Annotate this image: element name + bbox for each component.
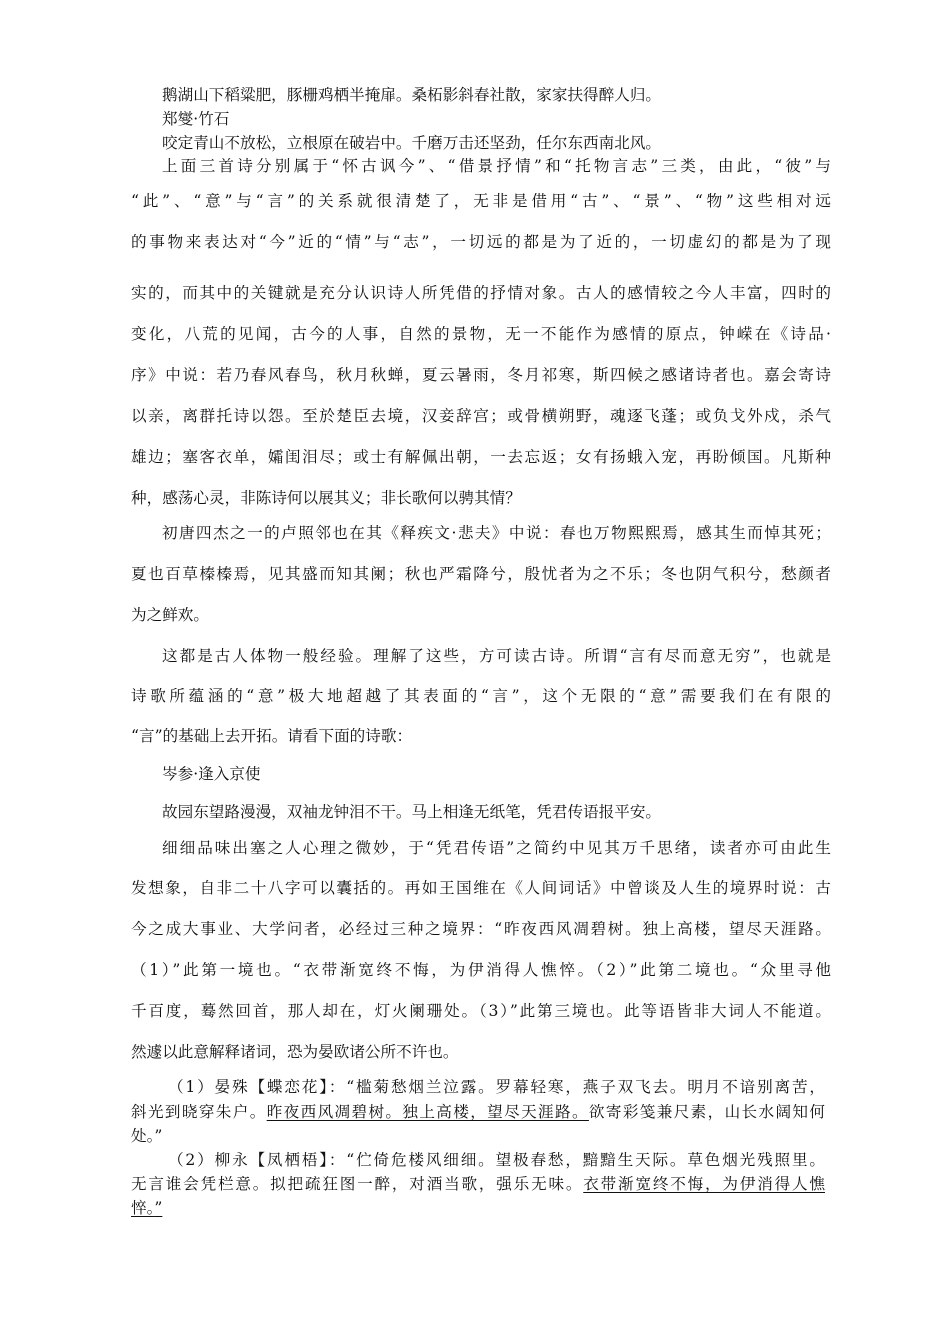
footnote-line: （2）柳永【凤栖梧】：“伫倚危楼风细细。望极春愁，黯黯生天际。草色烟光残照里。 (168, 1151, 825, 1169)
poem-line: 故园东望路漫漫，双袖龙钟泪不干。马上相逢无纸笔，凭君传语报平安。 (162, 803, 662, 821)
footnote-line: 处。” (131, 1127, 163, 1145)
paragraph-line: 序》中说：若乃春风春鸟，秋月秋蝉，夏云暑雨，冬月祁寒，斯四候之感诸诗者也。嘉会寄诗 (131, 366, 831, 384)
poem-title: 岑参·逢入京使 (162, 765, 261, 783)
paragraph-line: 千百度，蓦然回首，那人却在，灯火阑珊处。（3）”此第三境也。此等语皆非大词人不能道。 (131, 1002, 831, 1020)
poem-title: 郑燮·竹石 (162, 110, 230, 128)
paragraph-line: 然遽以此意解释诸词，恐为晏欧诸公所不许也。 (131, 1043, 459, 1061)
paragraph-line: “言”的基础上去开拓。请看下面的诗歌： (131, 727, 413, 745)
paragraph-line: （1）”此第一境也。“衣带渐宽终不悔，为伊消得人憔悴。（2）”此第二境也。“众里寻他 (131, 961, 831, 979)
paragraph-line: 诗歌所蕴涵的“意”极大地超越了其表面的“言”，这个无限的“意”需要我们在有限的 (131, 687, 831, 705)
paragraph-line: “此”、“意”与“言”的关系就很清楚了，无非是借用“古”、“景”、“物”这些相对远 (131, 192, 831, 210)
poem-line: 鹅湖山下稻粱肥，豚栅鸡栖半掩扉。桑柘影斜春社散，家家扶得醉人归。 (162, 86, 662, 104)
underlined-quote: 衣带渐宽终不悔，为伊消得人憔 (583, 1175, 825, 1193)
paragraph-line: 上面三首诗分别属于“怀古讽今”、“借景抒情”和“托物言志”三类，由此，“彼”与 (162, 157, 831, 175)
paragraph-line: 的事物来表达对“今”近的“情”与“志”，一切远的都是为了近的，一切虚幻的都是为了现 (131, 233, 831, 251)
paragraph-line: 实的，而其中的关键就是充分认识诗人所凭借的抒情对象。古人的感情较之今人丰富，四时的 (131, 284, 831, 302)
paragraph-line: 初唐四杰之一的卢照邻也在其《释疾文·悲夫》中说：春也万物熙熙焉，感其生而悼其死； (162, 524, 831, 542)
footnote-line: 悴。” (131, 1199, 163, 1217)
paragraph-line: 这都是古人体物一般经验。理解了这些，方可读古诗。所谓“言有尽而意无穷”，也就是 (162, 647, 831, 665)
paragraph-line: 夏也百草榛榛焉，见其盛而知其阑；秋也严霜降兮，殷忧者为之不乐；冬也阴气积兮，愁颜者 (131, 565, 831, 583)
footnote-line: （1）晏殊【蝶恋花】：“槛菊愁烟兰泣露。罗幕轻寒，燕子双飞去。明月不谙别离苦， (168, 1078, 825, 1096)
paragraph-line: 细细品味出塞之人心理之微妙，于“凭君传语”之简约中见其万千思绪，读者亦可由此生 (162, 839, 831, 857)
footnote-line: 无言谁会凭栏意。拟把疏狂图一醉，对酒当歌，强乐无味。衣带渐宽终不悔，为伊消得人憔 (131, 1175, 825, 1193)
underlined-quote: 悴。 (131, 1199, 155, 1217)
poem-line: 咬定青山不放松，立根原在破岩中。千磨万击还坚劲，任尔东西南北风。 (162, 134, 662, 152)
paragraph-line: 今之成大事业、大学问者，必经过三种之境界：“昨夜西风凋碧树。独上高楼，望尽天涯路。 (131, 920, 831, 938)
paragraph-line: 雄边；塞客衣单，孀闺泪尽；或士有解佩出朝，一去忘返；女有扬蛾入宠，再盼倾国。凡斯种 (131, 448, 831, 466)
paragraph-line: 种，感荡心灵，非陈诗何以展其义；非长歌何以骋其情？ (131, 489, 521, 507)
footnote-line: 斜光到晓穿朱户。昨夜西风凋碧树。独上高楼，望尽天涯路。欲寄彩笺兼尺素，山长水阔知何 (131, 1103, 825, 1121)
paragraph-line: 以亲，离群托诗以怨。至於楚臣去境，汉妾辞宫；或骨横朔野，魂逐飞蓬；或负戈外戍，杀气 (131, 407, 831, 425)
underlined-quote: 昨夜西风凋碧树。独上高楼，望尽天涯路。 (266, 1103, 589, 1121)
paragraph-line: 发想象，自非二十八字可以囊括的。再如王国维在《人间词话》中曾谈及人生的境界时说：古 (131, 879, 831, 897)
paragraph-line: 为之鲜欢。 (131, 606, 209, 624)
paragraph-line: 变化，八荒的见闻，古今的人事，自然的景物，无一不能作为感情的原点，钟嵘在《诗品· (131, 325, 831, 343)
